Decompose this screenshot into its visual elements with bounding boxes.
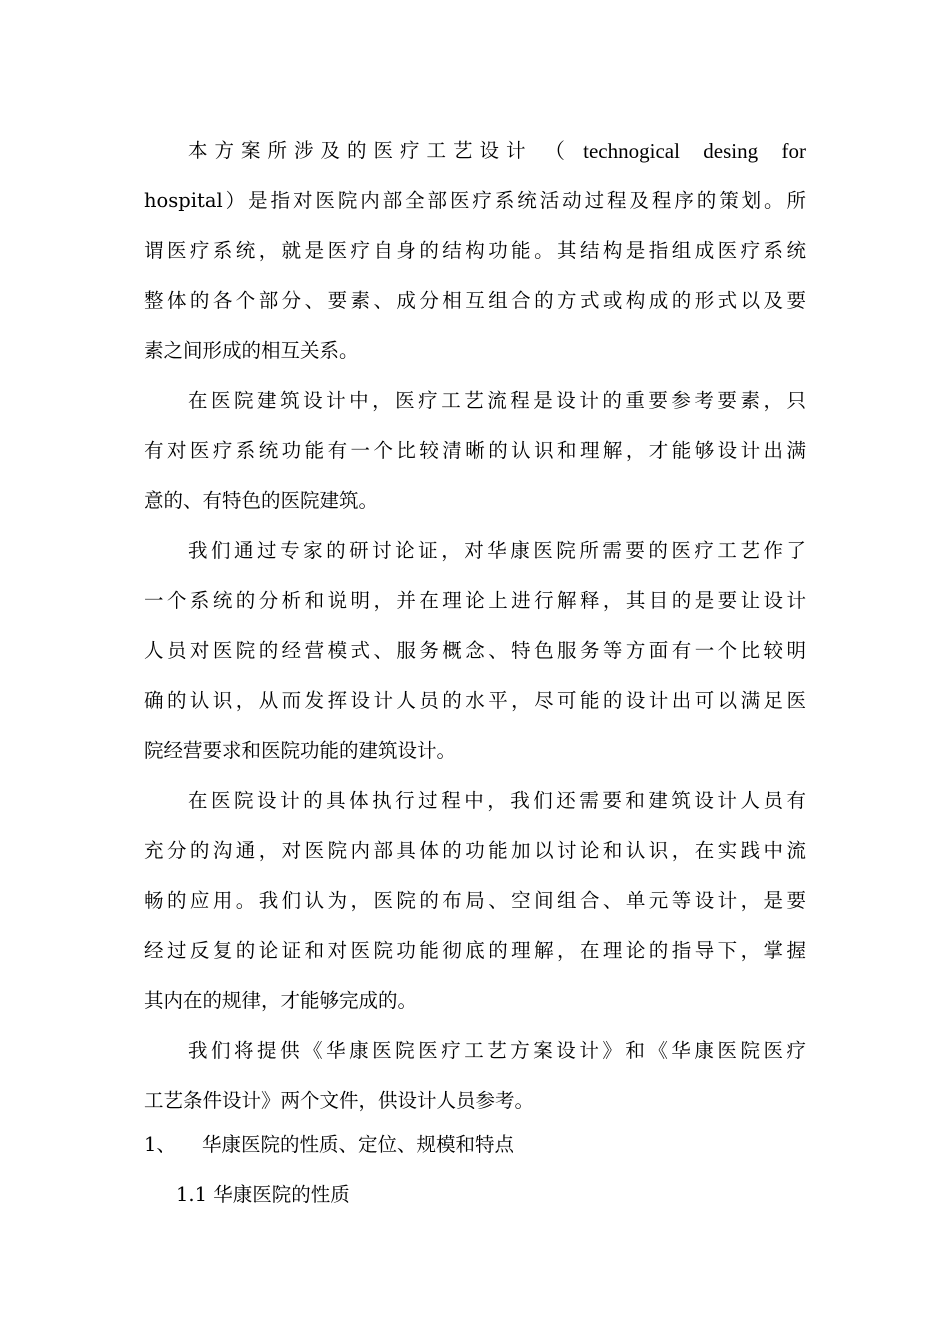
paragraph-3-line-3: 人员对医院的经营模式、服务概念、特色服务等方面有一个比较明 [144, 639, 806, 662]
paragraph-4-line-3: 畅的应用。我们认为，医院的布局、空间组合、单元等设计，是要 [144, 889, 806, 912]
paragraph-4-line-1: 在医院设计的具体执行过程中，我们还需要和建筑设计人员有 [188, 789, 806, 812]
paragraph-2-line-1: 在医院建筑设计中，医疗工艺流程是设计的重要参考要素，只 [188, 389, 806, 412]
paragraph-3-line-5: 院经营要求和医院功能的建筑设计。 [144, 739, 457, 762]
section-title: 华康医院的性质、定位、规模和特点 [202, 1133, 515, 1156]
paragraph-5-line-1: 我们将提供《华康医院医疗工艺方案设计》和《华康医院医疗 [188, 1039, 806, 1062]
paragraph-5-line-2: 工艺条件设计》两个文件，供设计人员参考。 [144, 1089, 535, 1112]
paragraph-4-line-2: 充分的沟通，对医院内部具体的功能加以讨论和认识，在实践中流 [144, 839, 806, 862]
subsection-heading: 1.1 华康医院的性质 [176, 1183, 350, 1206]
paragraph-2-line-2: 有对医疗系统功能有一个比较清晰的认识和理解，才能够设计出满 [144, 439, 806, 462]
paragraph-4-line-5: 其内在的规律，才能够完成的。 [144, 989, 418, 1012]
section-number: 1、 [144, 1133, 176, 1156]
section-heading [144, 1130, 515, 1160]
paragraph-3-line-4: 确的认识，从而发挥设计人员的水平，尽可能的设计出可以满足医 [144, 689, 806, 712]
paragraph-1-line-1 [188, 136, 806, 166]
paragraph-3-line-1: 我们通过专家的研讨论证，对华康医院所需要的医疗工艺作了 [188, 539, 806, 562]
paragraph-4-line-4: 经过反复的论证和对医院功能彻底的理解，在理论的指导下，掌握 [144, 939, 806, 962]
paragraph-3-line-2: 一个系统的分析和说明，并在理论上进行解释，其目的是要让设计 [144, 589, 806, 612]
paragraph-1-line-2: hospital）是指对医院内部全部医疗系统活动过程及程序的策划。所 [144, 189, 806, 212]
paragraph-1-line-5: 素之间形成的相互关系。 [144, 339, 359, 362]
para1-line1-cjk: 本方案所涉及的医疗工艺设计 [188, 139, 533, 162]
paragraph-1-line-4: 整体的各个部分、要素、成分相互组合的方式或构成的形式以及要 [144, 289, 806, 312]
para1-line1-latin: （technogical desing for [544, 139, 806, 163]
paragraph-2-line-3: 意的、有特色的医院建筑。 [144, 489, 379, 512]
paragraph-1-line-3: 谓医疗系统，就是医疗自身的结构功能。其结构是指组成医疗系统 [144, 239, 806, 262]
